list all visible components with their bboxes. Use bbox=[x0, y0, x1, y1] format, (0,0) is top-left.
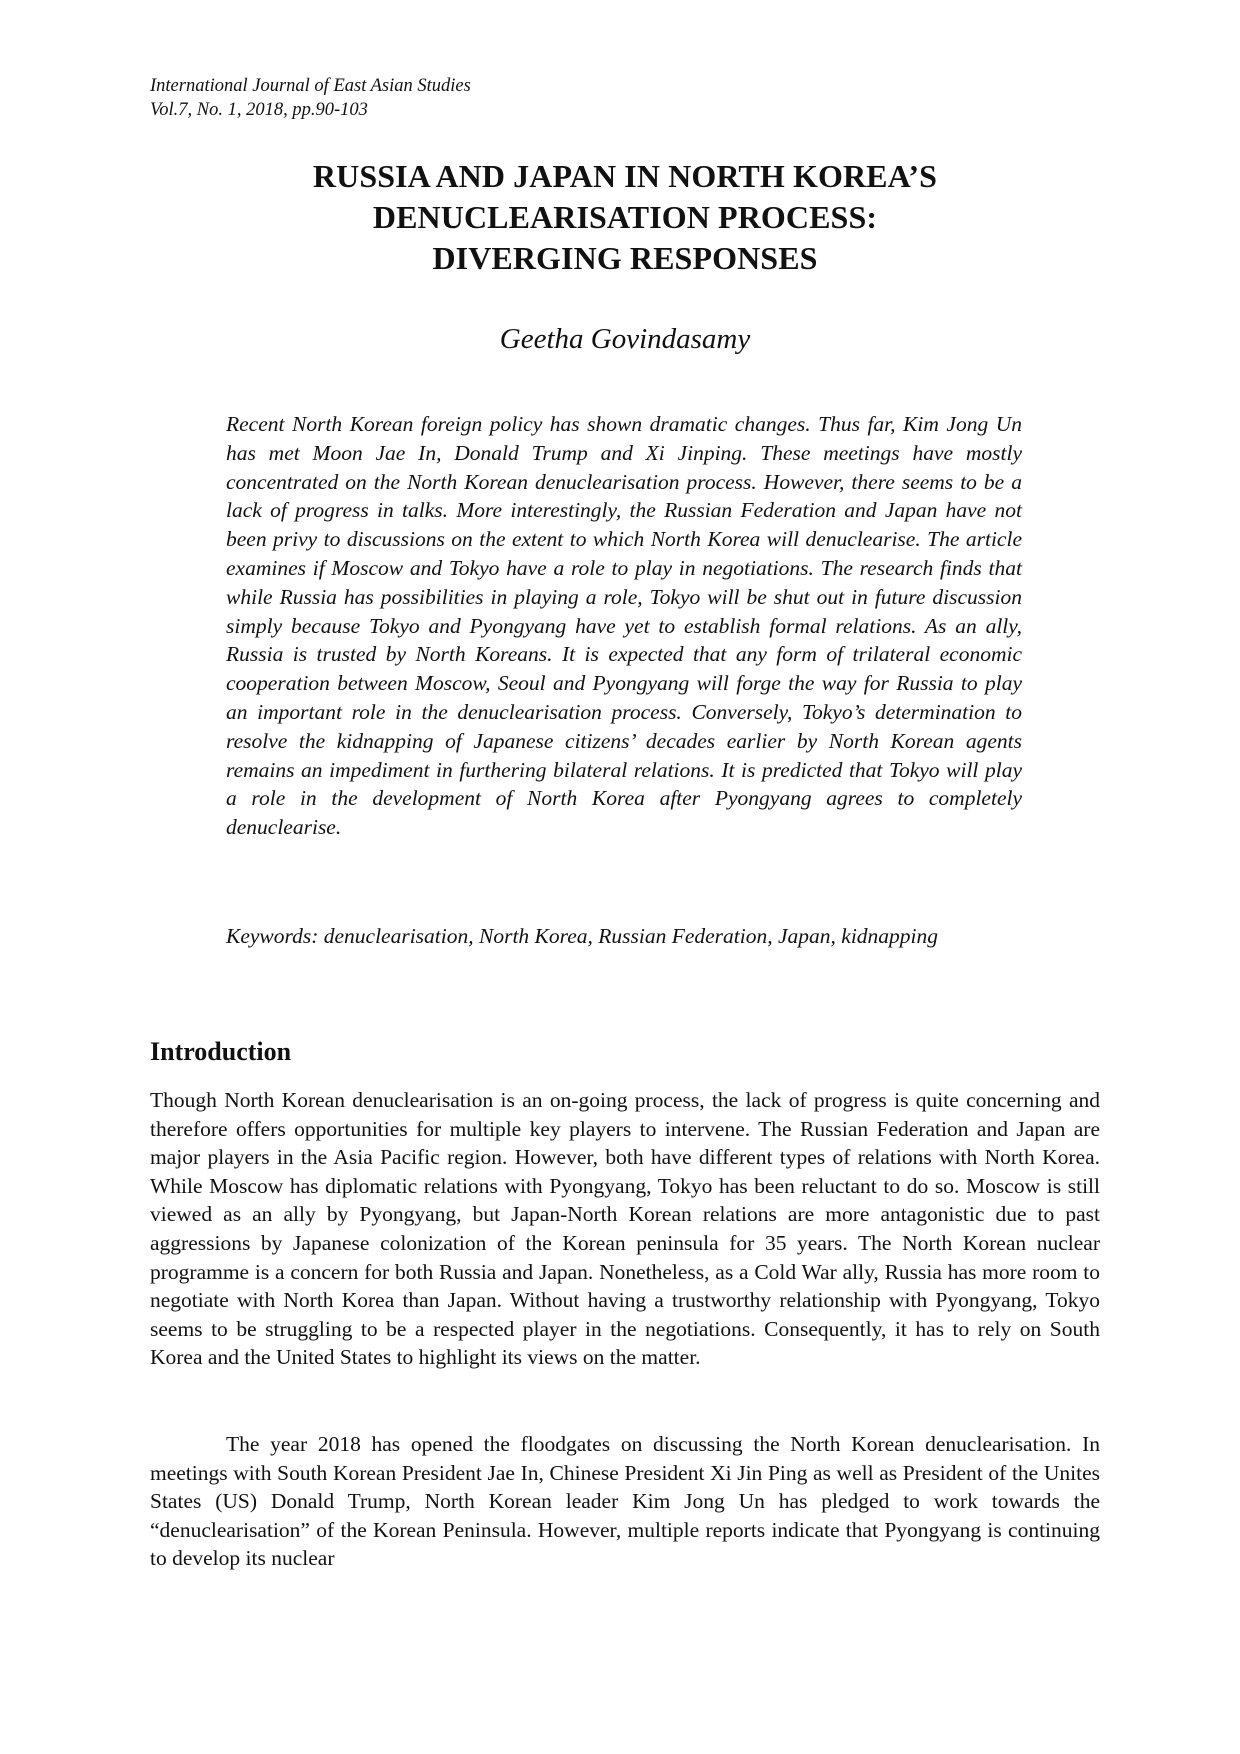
title-line: DIVERGING RESPONSES bbox=[432, 240, 818, 276]
journal-header bbox=[150, 74, 471, 122]
title-line: DENUCLEARISATION PROCESS: bbox=[372, 199, 878, 235]
section-heading-introduction: Introduction bbox=[150, 1037, 292, 1066]
title-line: RUSSIA AND JAPAN IN NORTH KOREA’S bbox=[312, 158, 938, 194]
journal-name: International Journal of East Asian Studies bbox=[150, 76, 471, 96]
body-paragraph: Though North Korean denuclearisation is an on-going process, the lack of progress is quite concerning and therefore offers opportunities for multiple key players to intervene. The Russian Federation and Japan are major players in the Asia Pacific region. However, both have different types of relations with North Korea. While Moscow has diplomatic relations with Pyongyang, Tokyo has been reluctant to do so. Moscow is still viewed as an ally by Pyongyang, but Japan-North Korean relations are more antagonistic due to past aggressions by Japanese colonization of the Korean peninsula for 35 years. The North Korean nuclear programme is a concern for both Russia and Japan. Nonetheless, as a Cold War ally, Russia has more room to negotiate with North Korea than Japan. Without having a trustworthy relationship with Pyongyang, Tokyo seems to be struggling to be a respected player in the negotiations. Consequently, it has to rely on South Korea and the United States to highlight its views on the matter. bbox=[150, 1088, 1100, 1370]
journal-volume: Vol.7, No. 1, 2018, pp.90-103 bbox=[150, 100, 368, 120]
keywords: Keywords: denuclearisation, North Korea, Russian Federation, Japan, kidnapping bbox=[226, 924, 939, 948]
abstract: Recent North Korean foreign policy has shown dramatic changes. Thus far, Kim Jong Un has met Moon Jae In, Donald Trump and Xi Jinping. These meetings have mostly concentrated on the North Korean denuclearisation process. However, there seems to be a lack of progress in talks. More interestingly, the Russian Federation and Japan have not been privy to discussions on the extent to which North Korea will denuclearise. The article examines if Moscow and Tokyo have a role to play in negotiations. The research finds that while Russia has possibilities in playing a role, Tokyo will be shut out in future discussion simply because Tokyo and Pyongyang have yet to establish formal relations. As an ally, Russia is trusted by North Koreans. It is expected that any form of trilateral economic cooperation between Moscow, Seoul and Pyongyang will forge the way for Russia to play an important role in the denuclearisation process. Conversely, Tokyo’s determination to resolve the kidnapping of Japanese citizens’ decades earlier by North Korean agents remains an impediment in furthering bilateral relations. It is predicted that Tokyo will play a role in the development of North Korea after Pyongyang agrees to completely denuclearise. bbox=[226, 412, 1022, 840]
author-name: Geetha Govindasamy bbox=[499, 323, 751, 355]
body-paragraph: The year 2018 has opened the floodgates on discussing the North Korean denuclearisation. In meetings with South Korean President Jae In, Chinese President Xi Jin Ping as well as President of the Unites States (US) Donald Trump, North Korean leader Kim Jong Un has pledged to work towards the “denuclearisation” of the Korean Peninsula. However, multiple reports indicate that Pyongyang is continuing to develop its nuclear bbox=[150, 1432, 1100, 1571]
article-title bbox=[150, 156, 1100, 279]
